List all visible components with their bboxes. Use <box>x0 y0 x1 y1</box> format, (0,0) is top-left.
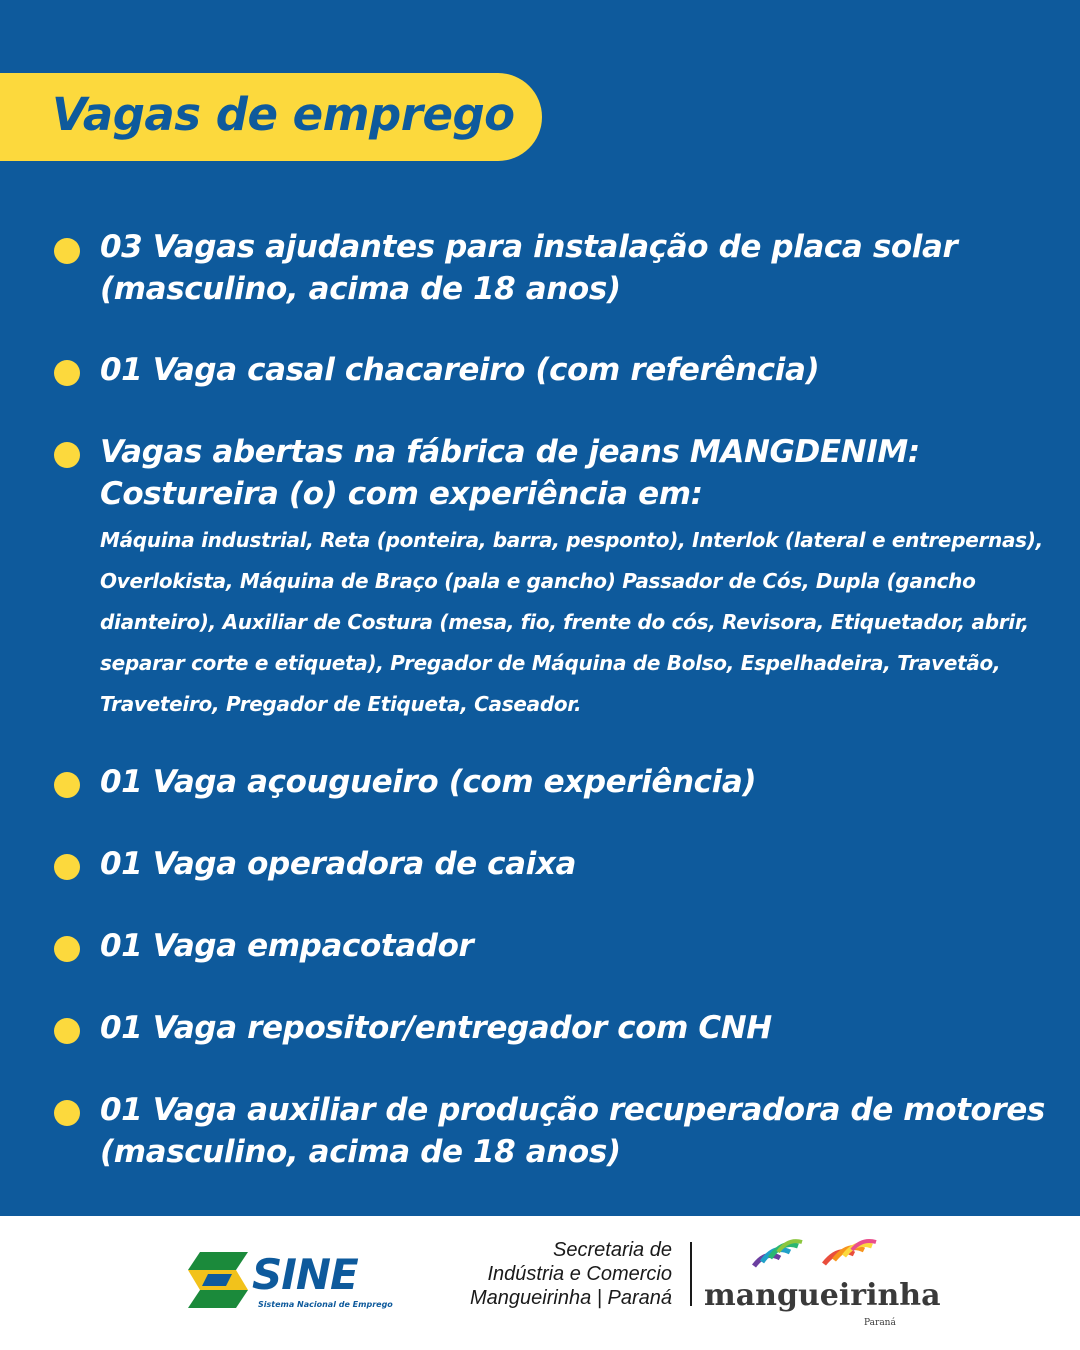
job-title: (masculino, acima de 18 anos) <box>100 271 621 307</box>
sine-subtitle: Sistema Nacional de Emprego <box>258 1300 393 1309</box>
secretaria-text <box>470 1238 672 1310</box>
job-title: 01 Vaga operadora de caixa <box>100 846 576 882</box>
secretaria-line: Indústria e Comercio <box>487 1263 672 1285</box>
job-title: 01 Vaga repositor/entregador com CNH <box>100 1010 772 1046</box>
job-title: Vagas abertas na fábrica de jeans MANGDENIM: <box>100 434 920 470</box>
city-state: Paraná <box>864 1318 896 1328</box>
bullet-icon <box>54 238 80 264</box>
secretaria-line: Secretaria de <box>553 1239 672 1261</box>
job-detail: separar corte e etiqueta), Pregador de Máquina de Bolso, Espelhadeira, Travetão, <box>100 651 1001 675</box>
job-title: 01 Vaga casal chacareiro (com referência) <box>100 352 820 388</box>
bullet-icon <box>54 360 80 386</box>
bullet-icon <box>54 1018 80 1044</box>
job-title: 01 Vaga açougueiro (com experiência) <box>100 764 757 800</box>
bullet-icon <box>54 854 80 880</box>
job-title: 03 Vagas ajudantes para instalação de placa solar <box>100 229 958 265</box>
job-title: 01 Vaga empacotador <box>100 928 474 964</box>
job-detail: Overlokista, Máquina de Braço (pala e gancho) Passador de Cós, Dupla (gancho <box>100 569 976 593</box>
bullet-icon <box>54 772 80 798</box>
job-detail: Traveteiro, Pregador de Etiqueta, Caseador. <box>100 692 582 716</box>
wave-flags-icon <box>744 1236 904 1280</box>
bullet-icon <box>54 1100 80 1126</box>
job-detail: Máquina industrial, Reta (ponteira, barra, pesponto), Interlok (lateral e entrepernas), <box>100 528 1043 552</box>
sine-flag-icon <box>186 1250 250 1312</box>
footer-divider <box>690 1242 692 1306</box>
sine-logo <box>186 1248 393 1318</box>
bullet-icon <box>54 442 80 468</box>
job-title: (masculino, acima de 18 anos) <box>100 1134 621 1170</box>
city-name: mangueirinha <box>704 1278 941 1313</box>
bullet-icon <box>54 936 80 962</box>
job-title: 01 Vaga auxiliar de produção recuperadora de motores <box>100 1092 1045 1128</box>
job-detail: dianteiro), Auxiliar de Costura (mesa, fio, frente do cós, Revisora, Etiquetador, abrir, <box>100 610 1029 634</box>
secretaria-line: Mangueirinha | Paraná <box>470 1287 672 1309</box>
footer <box>0 1216 1080 1350</box>
mangueirinha-logo <box>704 1236 941 1336</box>
job-title: Costureira (o) com experiência em: <box>100 476 703 512</box>
page-title: Vagas de emprego <box>52 88 515 141</box>
sine-name: SINE <box>252 1250 358 1299</box>
